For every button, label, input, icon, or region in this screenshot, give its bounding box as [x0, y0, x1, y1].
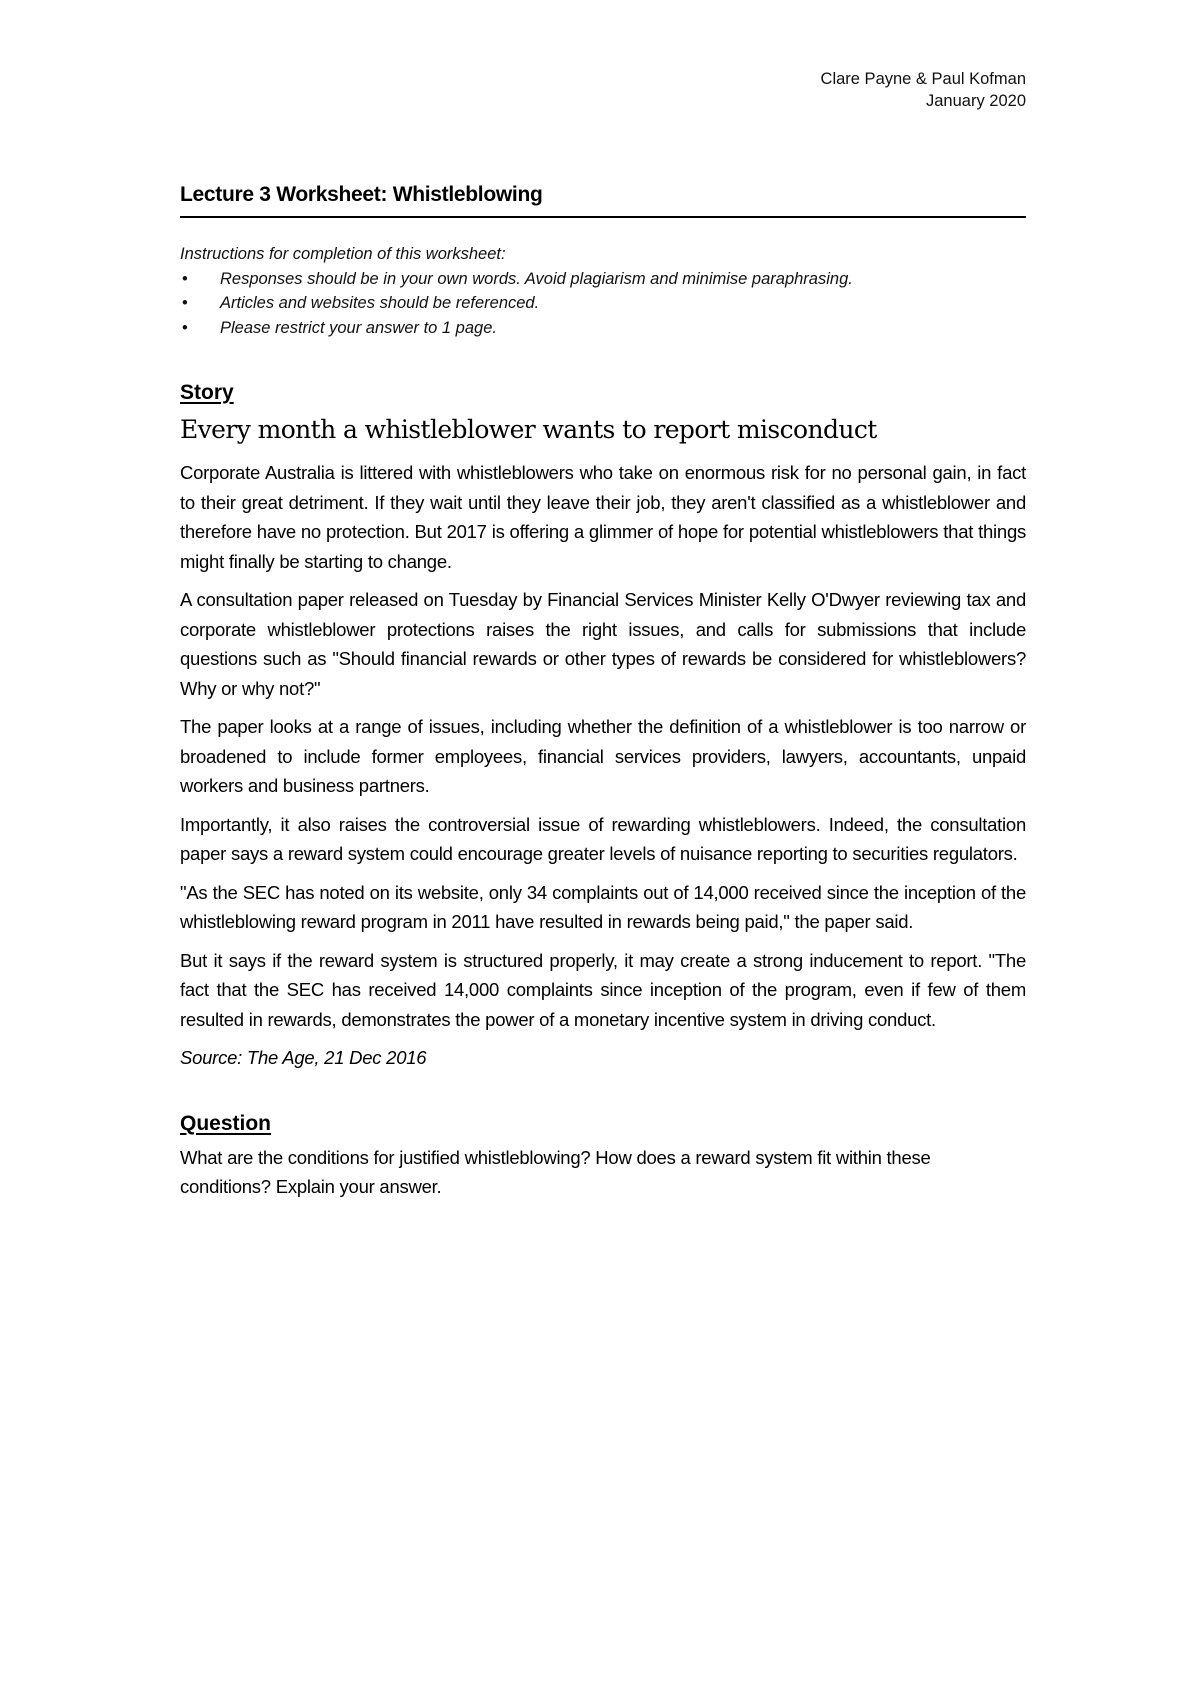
instruction-text: Responses should be in your own words. Avoid plagiarism and minimise paraphrasing. [220, 269, 853, 288]
instructions-intro: Instructions for completion of this worksheet: [180, 245, 506, 263]
story-paragraph: But it says if the reward system is structured properly, it may create a strong inducement to report. "The fact that the SEC has received 14,000 complaints since inception of the program, even if few of them resulted in rewards, demonstrates the power of a monetary incentive system in driving conduct. [180, 949, 1026, 1030]
question-section [180, 1109, 1026, 1202]
instructions-list [180, 267, 1026, 341]
bullet-icon: • [182, 294, 188, 312]
question-heading: Question [180, 1111, 272, 1135]
instruction-item [180, 267, 1026, 292]
story-paragraph: "As the SEC has noted on its website, only 34 complaints out of 14,000 received since the inception of the whistleblowing reward program in 2011 have resulted in rewards being paid," the paper said. [180, 881, 1026, 932]
instruction-item [180, 291, 1026, 316]
instruction-text: Articles and websites should be referenced. [220, 294, 540, 312]
question-text: What are the conditions for justified whistleblowing? How does a reward system fit within these conditions? Explain your answer. [180, 1146, 931, 1197]
story-section [180, 378, 1026, 1073]
bullet-icon: • [182, 318, 188, 337]
page-title: Lecture 3 Worksheet: Whistleblowing [180, 180, 1026, 218]
story-heading: Story [180, 381, 234, 404]
date: January 2020 [926, 92, 1026, 110]
story-paragraph: Importantly, it also raises the controversial issue of rewarding whistleblowers. Indeed, the consultation paper says a reward system could encourage greater levels of nuisance reporting to securities regulators. [180, 813, 1026, 864]
document-body [180, 180, 1026, 1202]
bullet-icon: • [182, 269, 188, 288]
story-source: Source: The Age, 21 Dec 2016 [180, 1047, 427, 1068]
instruction-item [180, 316, 1026, 341]
story-paragraph: The paper looks at a range of issues, including whether the definition of a whistleblower is too narrow or broadened to include former employees, financial services providers, lawyers, accountants, unpaid workers and business partners. [180, 716, 1026, 796]
document-header [821, 68, 1026, 112]
story-headline: Every month a whistleblower wants to report misconduct [180, 415, 877, 444]
instructions-block [180, 242, 1026, 340]
authors: Clare Payne & Paul Kofman [820, 70, 1026, 88]
instruction-text: Please restrict your answer to 1 page. [220, 318, 497, 337]
story-paragraph: Corporate Australia is littered with whistleblowers who take on enormous risk for no personal gain, in fact to their great detriment. If they wait until they leave their job, they aren't classified as a whistleblower and therefore have no protection. But 2017 is offering a glimmer of hope for potential whistleblowers that things might finally be starting to change. [180, 462, 1026, 572]
story-paragraph: A consultation paper released on Tuesday by Financial Services Minister Kelly O'Dwyer reviewing tax and corporate whistleblower protections raises the right issues, and calls for submissions that include questions such as "Should financial rewards or other types of rewards be considered for whistleblowers? Why or why not?" [180, 589, 1026, 699]
